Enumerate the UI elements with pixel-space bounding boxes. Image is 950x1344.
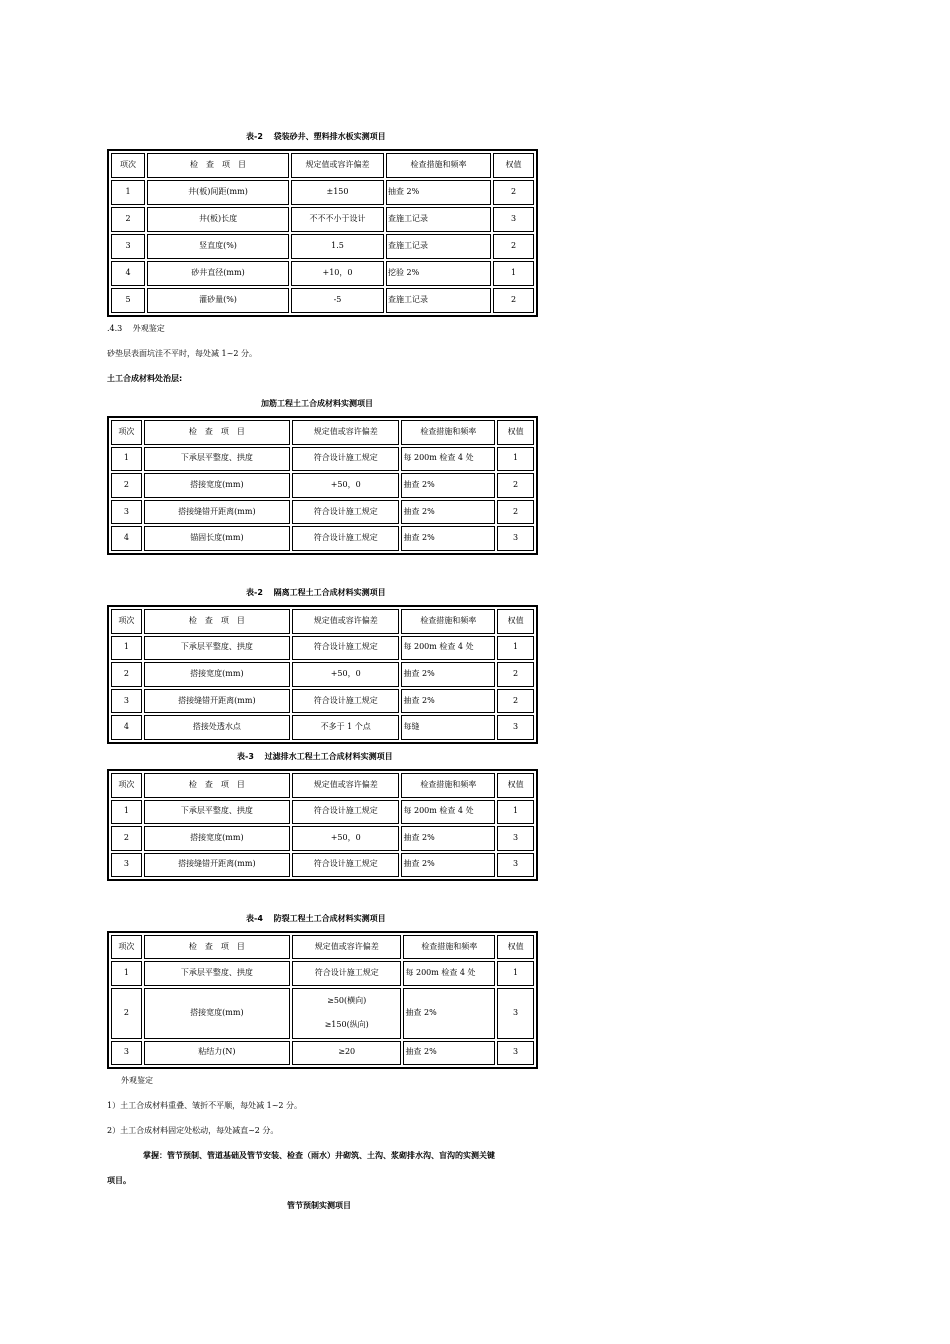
table-row [111, 180, 534, 205]
paragraph-overlap: 1）土工合成材料重叠、皱折不平顺，每处减 1~2 分。 [107, 1101, 303, 1110]
cell-weight: 1 [497, 447, 534, 472]
cell-value: 符合设计施工规定 [292, 526, 399, 551]
table-row [111, 961, 534, 985]
section-heading-appearance: .4.3 外观鉴定 [107, 324, 165, 333]
cell-no: 2 [111, 662, 142, 687]
cell-weight: 2 [497, 473, 534, 498]
cell-value: +50，0 [292, 473, 399, 498]
cell-item: 砂井直径(mm) [147, 261, 289, 286]
table3-header-row [111, 609, 534, 634]
cell-value: +10，0 [291, 261, 384, 286]
cell-no: 2 [111, 207, 145, 232]
cell-weight: 3 [497, 715, 534, 740]
table-row [111, 988, 534, 1039]
cell-value: ±150 [291, 180, 384, 205]
cell-value: +50，0 [292, 662, 399, 687]
cell-item: 下承层平整度、拱度 [144, 961, 290, 985]
cell-method: 抽查 2% [401, 473, 495, 498]
cell-value: 不不不小于设计 [291, 207, 384, 232]
cell-value-longitudinal: ≥150(纵向) [324, 1020, 369, 1030]
cell-value-transverse: ≥50(横向) [327, 996, 367, 1006]
header-item: 检 查 项 目 [144, 935, 290, 959]
cell-value: 1.5 [291, 234, 384, 259]
table1-header-row [111, 153, 534, 178]
cell-item: 灌砂量(%) [147, 288, 289, 313]
cell-no: 1 [111, 961, 142, 985]
table-row [111, 853, 534, 878]
cell-no: 3 [111, 234, 145, 259]
table2 [107, 416, 538, 555]
cell-method: 抽查 2% [403, 1041, 495, 1065]
cell-value: +50，0 [292, 826, 399, 851]
cell-weight: 3 [497, 988, 534, 1039]
header-method: 检查措施和频率 [386, 153, 491, 178]
cell-weight: 2 [497, 500, 534, 525]
cell-method: 每 200m 检查 4 处 [401, 636, 495, 661]
cell-method: 每 200m 检查 4 处 [401, 800, 495, 825]
table-row [111, 234, 534, 259]
paragraph-sand-cushion: 砂垫层表面坑洼不平时，每处减 1~2 分。 [107, 349, 257, 358]
table-row [111, 473, 534, 498]
cell-method: 查施工记录 [386, 207, 491, 232]
cell-value: 符合设计施工规定 [292, 689, 399, 714]
cell-no: 2 [111, 473, 142, 498]
table4-header-row [111, 773, 534, 798]
cell-method: 抽查 2% [401, 853, 495, 878]
header-value: 规定值或容许偏差 [292, 773, 399, 798]
cell-item: 搭接宽度(mm) [144, 988, 290, 1039]
section-heading-appearance-2: 外观鉴定 [121, 1076, 153, 1085]
cell-weight: 1 [493, 261, 534, 286]
cell-method: 抽查 2% [401, 689, 495, 714]
cell-no: 1 [111, 180, 145, 205]
table-row [111, 662, 534, 687]
table5-caption: 表-4 防裂工程土工合成材料实测项目 [246, 914, 386, 923]
cell-item: 竖直度(%) [147, 234, 289, 259]
cell-item: 搭接缝错开距离(mm) [144, 689, 290, 714]
cell-item: 井(板)长度 [147, 207, 289, 232]
cell-method: 抽查 2% [401, 826, 495, 851]
header-no: 项次 [111, 153, 145, 178]
table-row [111, 261, 534, 286]
table1-caption: 表-2 袋装砂井、塑料排水板实测项目 [246, 132, 386, 141]
paragraph-key-items: 掌握：管节预制、管道基础及管节安装、检查（雨水）井砌筑、土沟、浆砌排水沟、盲沟的实测关键 [143, 1151, 495, 1160]
header-weight: 权值 [497, 420, 534, 445]
cell-method: 查施工记录 [386, 288, 491, 313]
cell-item: 搭接宽度(mm) [144, 473, 290, 498]
table4-caption: 表-3 过滤排水工程土工合成材料实测项目 [237, 752, 393, 761]
cell-weight: 2 [497, 662, 534, 687]
header-value: 规定值或容许偏差 [291, 153, 384, 178]
cell-value: 符合设计施工规定 [292, 853, 399, 878]
cell-weight: 2 [497, 689, 534, 714]
cell-value: 符合设计施工规定 [292, 800, 399, 825]
cell-method: 查施工记录 [386, 234, 491, 259]
header-item: 检 查 项 目 [147, 153, 289, 178]
cell-item: 搭接宽度(mm) [144, 662, 290, 687]
cell-weight: 1 [497, 961, 534, 985]
header-no: 项次 [111, 420, 142, 445]
cell-item: 锚固长度(mm) [144, 526, 290, 551]
cell-no: 1 [111, 447, 142, 472]
cell-method: 抽查 2% [401, 526, 495, 551]
header-no: 项次 [111, 773, 142, 798]
table-row [111, 207, 534, 232]
cell-method: 每 200m 检查 4 处 [401, 447, 495, 472]
table-row [111, 636, 534, 661]
cell-item: 下承层平整度、拱度 [144, 447, 290, 472]
cell-weight: 1 [497, 800, 534, 825]
cell-method: 每 200m 检查 4 处 [403, 961, 495, 985]
cell-value: 符合设计施工规定 [292, 961, 401, 985]
cell-method: 挖验 2% [386, 261, 491, 286]
cell-weight: 2 [493, 180, 534, 205]
header-item: 检 查 项 目 [144, 609, 290, 634]
cell-value [292, 988, 401, 1039]
cell-no: 3 [111, 853, 142, 878]
cell-weight: 3 [493, 207, 534, 232]
cell-method: 抽查 2% [386, 180, 491, 205]
table-row [111, 826, 534, 851]
cell-no: 1 [111, 800, 142, 825]
header-method: 检查措施和频率 [401, 420, 495, 445]
cell-item: 下承层平整度、拱度 [144, 636, 290, 661]
cell-method: 抽查 2% [403, 988, 495, 1039]
cell-item: 井(板)间距(mm) [147, 180, 289, 205]
cell-no: 2 [111, 826, 142, 851]
table3 [107, 605, 538, 744]
table-row [111, 1041, 534, 1065]
table-row [111, 447, 534, 472]
paragraph-key-items-cont: 项目。 [107, 1176, 131, 1185]
header-weight: 权值 [497, 773, 534, 798]
table-row [111, 800, 534, 825]
cell-no: 5 [111, 288, 145, 313]
cell-value: 符合设计施工规定 [292, 447, 399, 472]
cell-no: 2 [111, 988, 142, 1039]
table1 [107, 149, 538, 317]
cell-value: 不多于 1 个点 [292, 715, 399, 740]
header-method: 检查措施和频率 [401, 609, 495, 634]
header-value: 规定值或容许偏差 [292, 935, 401, 959]
header-method: 检查措施和频率 [401, 773, 495, 798]
table-row [111, 500, 534, 525]
cell-item: 粘结力(N) [144, 1041, 290, 1065]
cell-weight: 1 [497, 636, 534, 661]
cell-item: 下承层平整度、拱度 [144, 800, 290, 825]
table2-caption: 加筋工程土工合成材料实测项目 [261, 399, 373, 408]
cell-value: 符合设计施工规定 [292, 636, 399, 661]
cell-no: 3 [111, 1041, 142, 1065]
cell-method: 每缝 [401, 715, 495, 740]
header-no: 项次 [111, 935, 142, 959]
header-weight: 权值 [493, 153, 534, 178]
header-item: 检 查 项 目 [144, 773, 290, 798]
cell-no: 1 [111, 636, 142, 661]
header-weight: 权值 [497, 609, 534, 634]
cell-value: -5 [291, 288, 384, 313]
cell-item: 搭接缝错开距离(mm) [144, 853, 290, 878]
header-no: 项次 [111, 609, 142, 634]
table5-header-row [111, 935, 534, 959]
table-row [111, 526, 534, 551]
cell-value: 符合设计施工规定 [292, 500, 399, 525]
cell-method: 抽查 2% [401, 662, 495, 687]
table-row [111, 715, 534, 740]
table3-caption: 表-2 隔离工程土工合成材料实测项目 [246, 588, 386, 597]
cell-weight: 3 [497, 1041, 534, 1065]
header-method: 检查措施和频率 [403, 935, 495, 959]
cell-no: 4 [111, 526, 142, 551]
cell-weight: 3 [497, 526, 534, 551]
cell-no: 3 [111, 500, 142, 525]
cell-weight: 2 [493, 288, 534, 313]
cell-no: 4 [111, 261, 145, 286]
table4 [107, 769, 538, 881]
table-row [111, 689, 534, 714]
cell-no: 4 [111, 715, 142, 740]
cell-item: 搭接缝错开距离(mm) [144, 500, 290, 525]
cell-method: 抽查 2% [401, 500, 495, 525]
table2-header-row [111, 420, 534, 445]
cell-item: 搭接宽度(mm) [144, 826, 290, 851]
header-item: 检 查 项 目 [144, 420, 290, 445]
header-value: 规定值或容许偏差 [292, 609, 399, 634]
cell-weight: 3 [497, 853, 534, 878]
table6-caption: 管节预制实测项目 [287, 1201, 351, 1210]
cell-weight: 2 [493, 234, 534, 259]
cell-item: 搭接处透水点 [144, 715, 290, 740]
cell-no: 3 [111, 689, 142, 714]
paragraph-fixing: 2）土工合成材料固定处松动，每处减直~2 分。 [107, 1126, 279, 1135]
cell-weight: 3 [497, 826, 534, 851]
table5 [107, 931, 538, 1069]
header-weight: 权值 [497, 935, 534, 959]
heading-geosynthetics: 土工合成材料处治层: [107, 374, 183, 383]
header-value: 规定值或容许偏差 [292, 420, 399, 445]
table-row [111, 288, 534, 313]
cell-value: ≥20 [292, 1041, 401, 1065]
